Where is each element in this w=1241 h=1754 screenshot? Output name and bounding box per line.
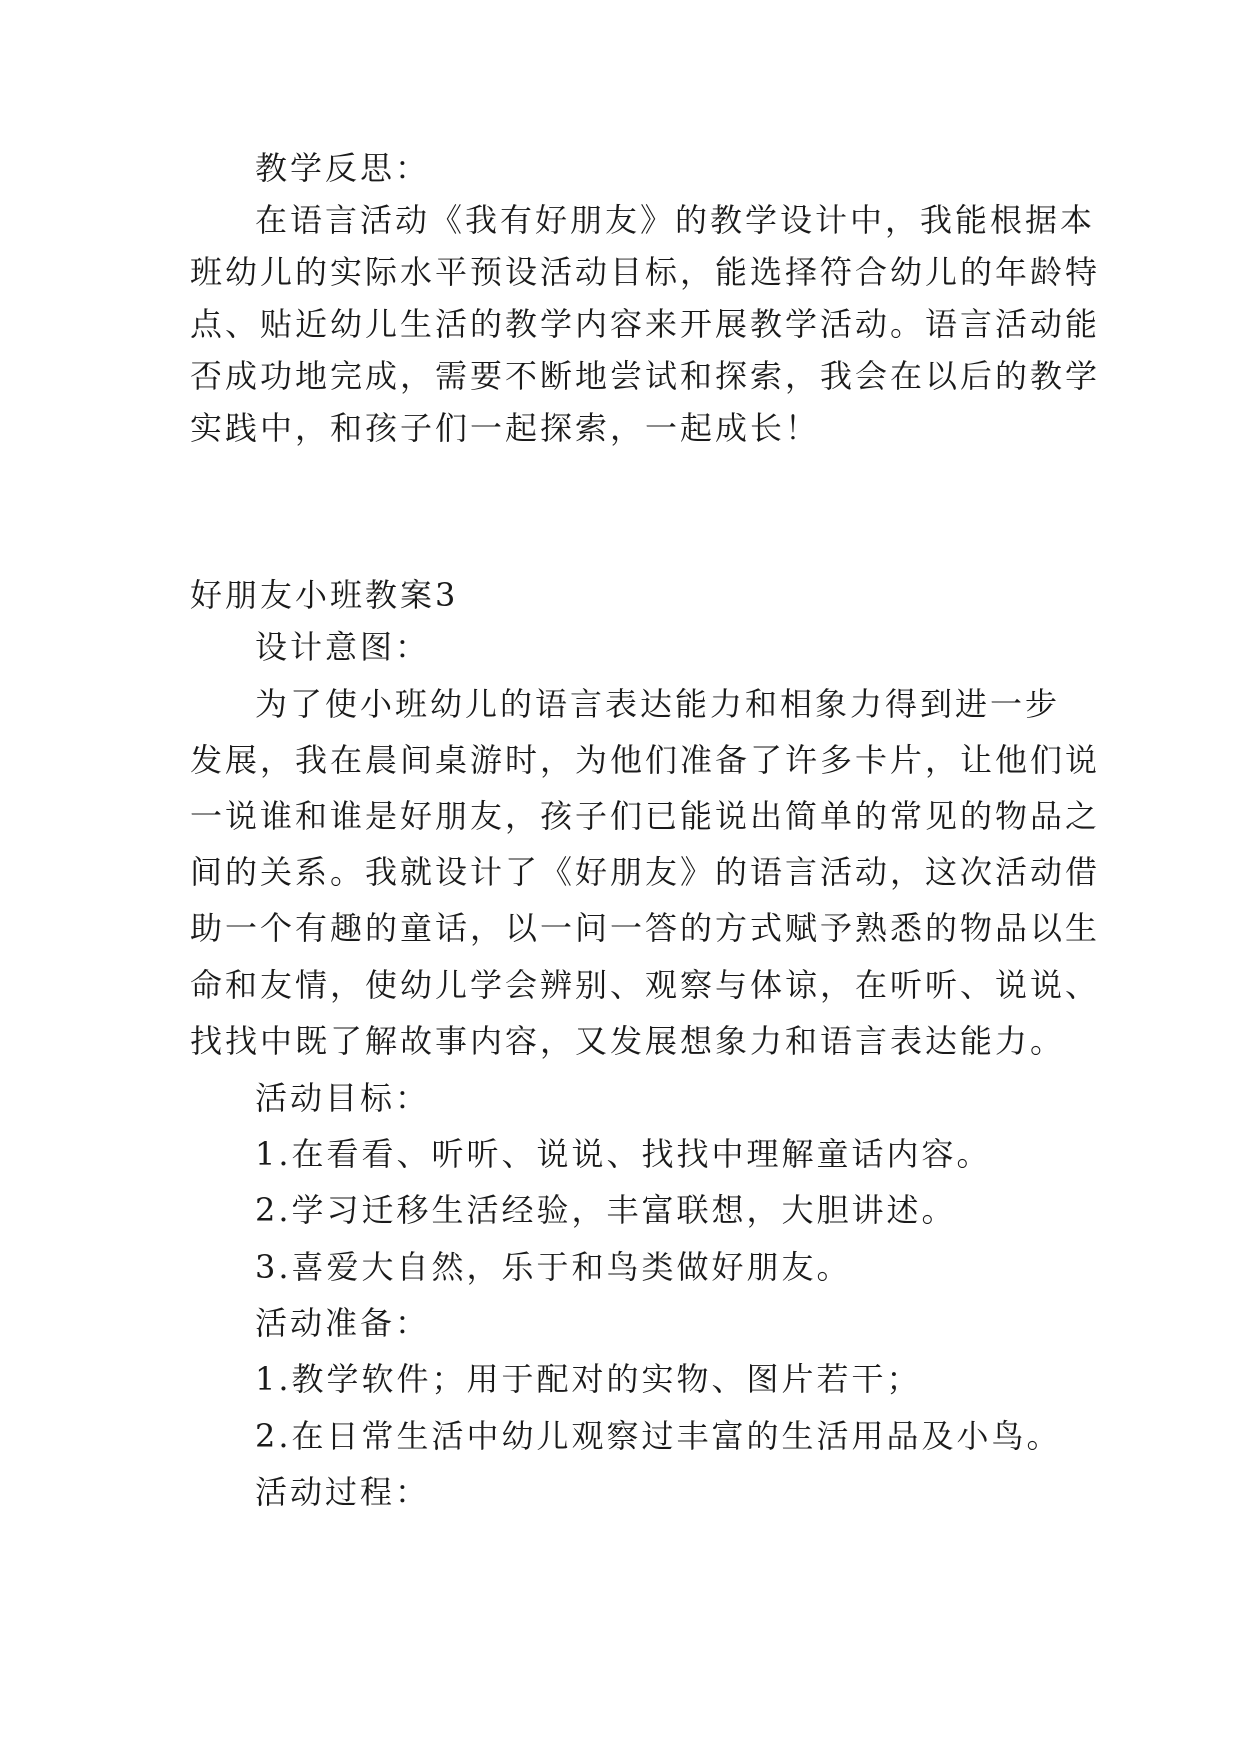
reflection-paragraph-line: 否成功地完成，需要不断地尝试和探索，我会在以后的教学	[190, 357, 1101, 395]
goals-heading: 活动目标：	[255, 1079, 431, 1117]
design-paragraph-line: 间的关系。我就设计了《好朋友》的语言活动，这次活动借	[190, 853, 1101, 891]
reflection-paragraph-line: 点、贴近幼儿生活的教学内容来开展教学活动。语言活动能	[190, 305, 1101, 343]
reflection-paragraph-line: 实践中，和孩子们一起探索，一起成长！	[190, 409, 821, 447]
design-paragraph-line: 助一个有趣的童话，以一问一答的方式赋予熟悉的物品以生	[190, 909, 1101, 947]
design-paragraph-line: 找找中既了解故事内容，又发展想象力和语言表达能力。	[190, 1022, 1066, 1060]
prep-item: 1.教学软件；用于配对的实物、图片若干；	[255, 1360, 922, 1398]
lesson-title: 好朋友小班教案3	[190, 576, 459, 614]
design-paragraph-line: 命和友情，使幼儿学会辨别、观察与体谅，在听听、说说、	[190, 966, 1101, 1004]
reflection-heading: 教学反思：	[255, 149, 431, 187]
goal-item: 1.在看看、听听、说说、找找中理解童话内容。	[255, 1135, 992, 1173]
design-paragraph-line: 发展，我在晨间桌游时，为他们准备了许多卡片，让他们说	[190, 741, 1101, 779]
design-paragraph-line: 一说谁和谁是好朋友，孩子们已能说出简单的常见的物品之	[190, 797, 1101, 835]
reflection-paragraph-line: 班幼儿的实际水平预设活动目标，能选择符合幼儿的年龄特	[190, 253, 1101, 291]
design-heading: 设计意图：	[255, 628, 431, 666]
reflection-paragraph-line: 在语言活动《我有好朋友》的教学设计中，我能根据本	[255, 201, 1096, 239]
design-paragraph-line: 为了使小班幼儿的语言表达能力和相象力得到进一步	[255, 685, 1061, 723]
process-heading: 活动过程：	[255, 1473, 431, 1511]
prep-heading: 活动准备：	[255, 1304, 431, 1342]
prep-item: 2.在日常生活中幼儿观察过丰富的生活用品及小鸟。	[255, 1417, 1062, 1455]
goal-item: 2.学习迁移生活经验，丰富联想，大胆讲述。	[255, 1191, 957, 1229]
goal-item: 3.喜爱大自然，乐于和鸟类做好朋友。	[255, 1248, 852, 1286]
